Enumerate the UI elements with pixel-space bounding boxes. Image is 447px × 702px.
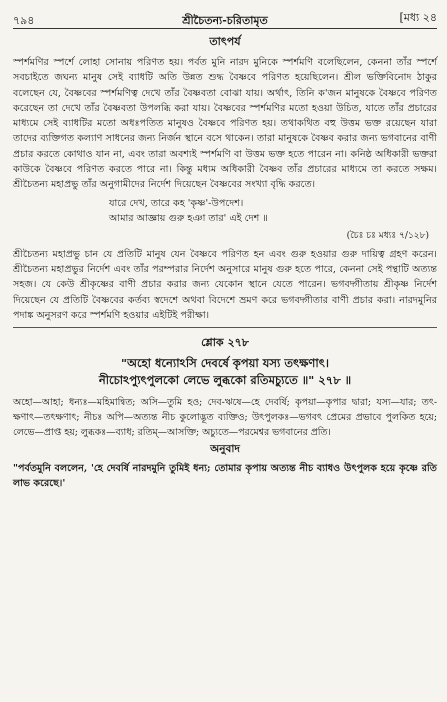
translation-text: "পর্বতমুনি বললেন, 'হে দেবর্ষি নারদমুনি তুমিই ধন্য; তোমার কৃপায় অত্যন্ত নীচ ব্যাধও উৎপুলক হয়ে কৃষ্ণে রতি লাভ করেছে।'	[13, 463, 437, 490]
verse-reference: (চৈঃ চঃ মধ্যঃ ৭/১২৮)	[346, 230, 429, 241]
quoted-verse-line-2: আমার আজ্ঞায় গুরু হঞা তার' এই দেশ ॥	[109, 212, 268, 224]
shloka-line-1: "অহো ধন্যোঽসি দেবর্ষে কৃপয়া যস্য তৎক্ষণাৎ।	[121, 356, 329, 371]
shloka-line-2: নীচোঽপ্যুৎপুলকো লেভে লুব্ধকো রতিমচ্যুতে ॥" ২৭৮ ॥	[98, 373, 352, 388]
page-header	[13, 6, 437, 28]
purport-heading: তাৎপর্য	[209, 35, 241, 48]
running-title: শ্রীচৈতন্য-চরিতামৃত	[182, 14, 268, 27]
purport-paragraph-1: স্পর্শমণির স্পর্শে লোহা সোনায় পরিণত হয়। পর্বত মুনি নারদ মুনিকে স্পর্শমণি বলেছিলেন, কেননা তাঁর স্পর্শে সবচাইতে জঘন্য মানুষ সেই ব্যাধটি অতি উন্নত শুদ্ধ বৈষ্ণবে পরিণত হয়েছিলেন। শ্রীল ভক্তিবিনোদ ঠাকুর বলেছেন যে, বৈষ্ণবের স্পর্শমণিত্ব দেখে তাঁর বৈষ্ণবতা বোঝা যায়। অর্থাৎ, তিনি ক'জন মানুষকে বৈষ্ণবে পরিণত করেছেন তা দেখে তাঁর বৈষ্ণবতা উপলব্ধি করা যায়। বৈষ্ণবের স্পর্শমণির মতো হওয়া উচিত, যাতে তাঁর প্রচারের মাধ্যমে সেই ব্যাধটির মতো অধঃপতিত মানুষও বৈষ্ণবে পরিণত হয়। তথাকথিত বহু উত্তম ভক্ত রয়েছেন যারা তাদের ব্যক্তিগত কল্যাণ সাধনের জন্য নির্জন স্থানে বসে থাকেন। তারা মানুষকে বৈষ্ণব করার জন্য ভগবানের বাণী প্রচার করতে কোথাও যান না, এবং তারা অবশ্যই স্পর্শমণি বা উত্তম ভক্ত হতে পারেন না। কনিষ্ঠ অধিকারী ভক্তরা কাউকে বৈষ্ণবে পরিণত করতে পারে না। কিন্তু মধ্যম অধিকারী বৈষ্ণব তাঁর প্রচারের মাধ্যমে তা করতে সক্ষম। শ্রীচৈতন্য মহাপ্রভু তাঁর অনুগামীদের নির্দেশ দিয়েছেন বৈষ্ণবের সংখ্যা বৃদ্ধি করতে।	[13, 57, 437, 191]
quoted-verse-line-1: যারে দেখ, তারে কহ 'কৃষ্ণ'-উপদেশ।	[109, 197, 244, 209]
shloka-title: শ্লোক ২৭৮	[201, 336, 249, 350]
quoted-verse	[109, 196, 437, 226]
section-divider	[13, 327, 437, 328]
page-number: ৭৯৪	[13, 14, 35, 27]
word-meanings: অহো—আহা; ধন্যঃ—মহিমান্বিত; অসি—তুমি হও; দেব-ঋষে—হে দেবর্ষি; কৃপয়া—কৃপার দ্বারা; যস্য—যার; তৎ-ক্ষণাৎ—তৎক্ষণাৎ; নীচঃ অপি—অত্যন্ত নীচ কুলোদ্ভূত ব্যক্তিও; উৎপুলকঃ—ভগবৎ প্রেমের প্রভাবে পুলকিত হয়ে; লেভে—প্রাপ্ত হয়; লুব্ধকঃ—ব্যাধ; রতিম্—আসক্তি; অচ্যুতে—পরমেশ্বর ভগবানের প্রতি।	[13, 397, 437, 439]
section-marker: [মধ্য ২৪	[399, 11, 437, 24]
purport-paragraph-2: শ্রীচৈতন্য মহাপ্রভু চান যে প্রতিটি মানুষ যেন বৈষ্ণবে পরিণত হন এবং গুরু হওয়ার গুরু দায়িত্ব গ্রহণ করেন। শ্রীচৈতন্য মহাপ্রভুর নির্দেশ এবং তাঁর পরম্পরার নির্দেশ অনুসারে মানুষ গুরু হতে পারে, কেননা সেই পন্থাটি অত্যন্ত সহজ। যে কেউ শ্রীকৃষ্ণের বাণী প্রচার করার জন্য যেকোন স্থানে যেতে পারেন। ভগবদ্গীতায় শ্রীকৃষ্ণ নির্দেশ দিয়েছেন যে প্রতিটি বৈষ্ণবের কর্তব্য স্বদেশে অথবা বিদেশে ভ্রমণ করে ভগবদ্গীতার বাণী প্রচার করা। নারদমুনির পদাঙ্ক অনুসরণ করে স্পর্শমণি হওয়ার এইটিই পরীক্ষা।	[13, 248, 437, 321]
translation-heading: অনুবাদ	[210, 443, 240, 456]
